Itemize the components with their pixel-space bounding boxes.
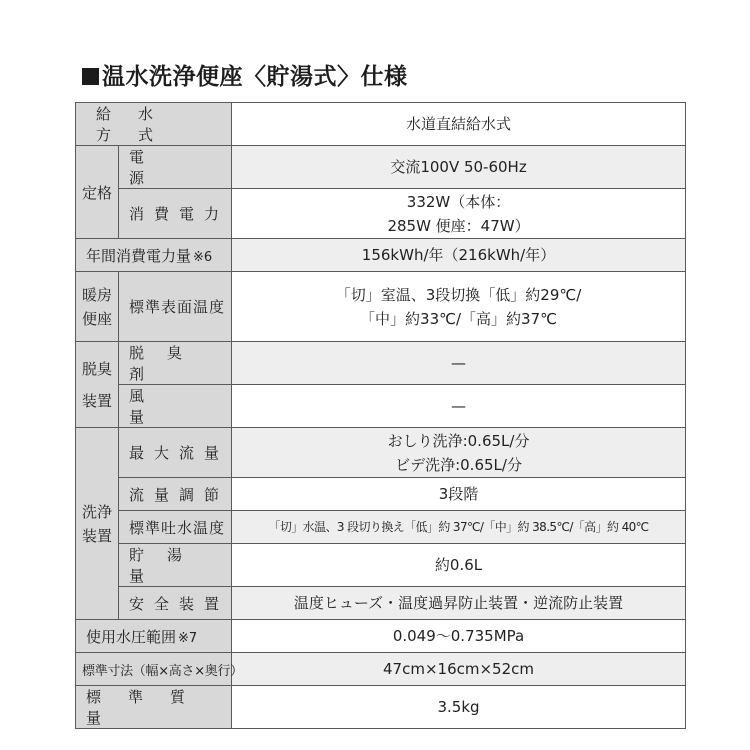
water-temp-value: 「切」水温、3 段切り換え「低」約 37℃/「中」約 38.5℃/「高」約 40℃ [232,511,686,544]
power-source-value: 交流100V 50-60Hz [232,146,686,189]
pressure-note: ※7 [178,630,198,646]
deodorizer-group-line2: 装置 [81,391,112,410]
table-row [76,511,686,544]
table-row [76,653,686,686]
tank-volume-label: 貯湯量 [129,546,206,585]
square-bullet-icon [82,68,99,85]
deodorizer-group-line1: 脱臭 [81,359,112,378]
safety-label: 安全装置 [129,594,230,613]
water-temp-label: 標準吐水温度 [129,518,226,537]
flow-adjust-value: 3段階 [232,478,686,511]
annual-energy-value: 156kWh/年（216kWh/年） [232,239,686,272]
table-row [76,587,686,620]
rating-group-label: 定格 [76,146,119,239]
water-supply-value: 水道直結給水式 [232,103,686,146]
washer-group-line1: 洗浄 [81,502,112,521]
tank-volume-value: 約0.6L [232,544,686,587]
seat-temp-line2: 「中」約33℃/「高」約37℃ [360,309,557,328]
washer-group-label [76,428,119,620]
dimensions-label: 標準寸法（幅×高さ×奥行） [82,663,243,679]
pressure-label-cell [76,620,232,653]
airflow-value: — [232,385,686,428]
flow-adjust-label-cell [119,478,232,511]
table-row [76,620,686,653]
airflow-label: 風量 [129,387,198,426]
max-flow-line2: ビデ洗浄:0.65L/分 [395,455,522,474]
table-row [76,272,686,342]
power-consumption-value [232,189,686,239]
seat-temp-value [232,272,686,342]
annual-energy-label: 年間消費電力量 [86,246,192,265]
heated-seat-group-line2: 便座 [81,309,112,328]
dimensions-value: 47cm×16cm×52cm [232,653,686,686]
annual-energy-note: ※6 [193,249,213,265]
table-row [76,686,686,729]
mass-label-cell [76,686,232,729]
page-title-text: 温水洗浄便座〈貯湯式〉仕様 [102,64,408,90]
deodorant-label-cell [119,342,232,385]
power-consumption-label-cell [119,189,232,239]
tank-volume-label-cell [119,544,232,587]
power-consumption-line1: 332W（本体： [406,192,511,211]
dimensions-label-cell [76,653,243,686]
deodorizer-group-label [76,342,119,428]
table-row [76,189,686,239]
water-temp-label-cell [119,511,232,544]
table-row [76,544,686,587]
safety-label-cell [119,587,232,620]
water-supply-label-text: 給水方式 [96,105,181,144]
seat-temp-label: 標準表面温度 [129,298,226,316]
mass-label: 標準質量 [86,688,213,727]
table-row [76,428,686,478]
page-title [82,58,408,91]
table-row [76,342,686,385]
deodorant-value: — [232,342,686,385]
table-row [76,146,686,189]
seat-temp-label-cell [119,272,232,342]
table-row [76,385,686,428]
deodorant-label: 脱臭剤 [129,344,206,383]
table-row [76,478,686,511]
water-supply-label [76,103,231,145]
annual-energy-label-cell [76,239,232,272]
spec-table [75,102,686,729]
airflow-label-cell [119,385,232,428]
max-flow-label-cell [119,428,232,478]
pressure-label: 使用水圧範囲 [86,627,177,646]
max-flow-line1: おしり洗浄:0.65L/分 [387,431,530,450]
power-source-label-cell [119,146,232,189]
table-row [76,103,686,146]
seat-temp-line1: 「切」室温、3段切換「低」約29℃/ [335,285,582,304]
max-flow-value [232,428,686,478]
heated-seat-group-label [76,272,119,342]
power-source-label: 電源 [129,148,190,187]
table-row [76,239,686,272]
pressure-value: 0.049〜0.735MPa [232,620,686,653]
heated-seat-group-line1: 暖房 [81,285,112,304]
water-supply-label-cell [76,103,232,146]
washer-group-line2: 装置 [81,526,112,545]
power-consumption-label: 消費電力 [129,205,230,223]
max-flow-label: 最大流量 [129,444,230,462]
flow-adjust-label: 流量調節 [129,485,230,504]
safety-value: 温度ヒューズ・温度過昇防止装置・逆流防止装置 [232,587,686,620]
power-consumption-line2: 285W 便座：47W） [387,216,530,235]
mass-value: 3.5kg [232,686,686,729]
